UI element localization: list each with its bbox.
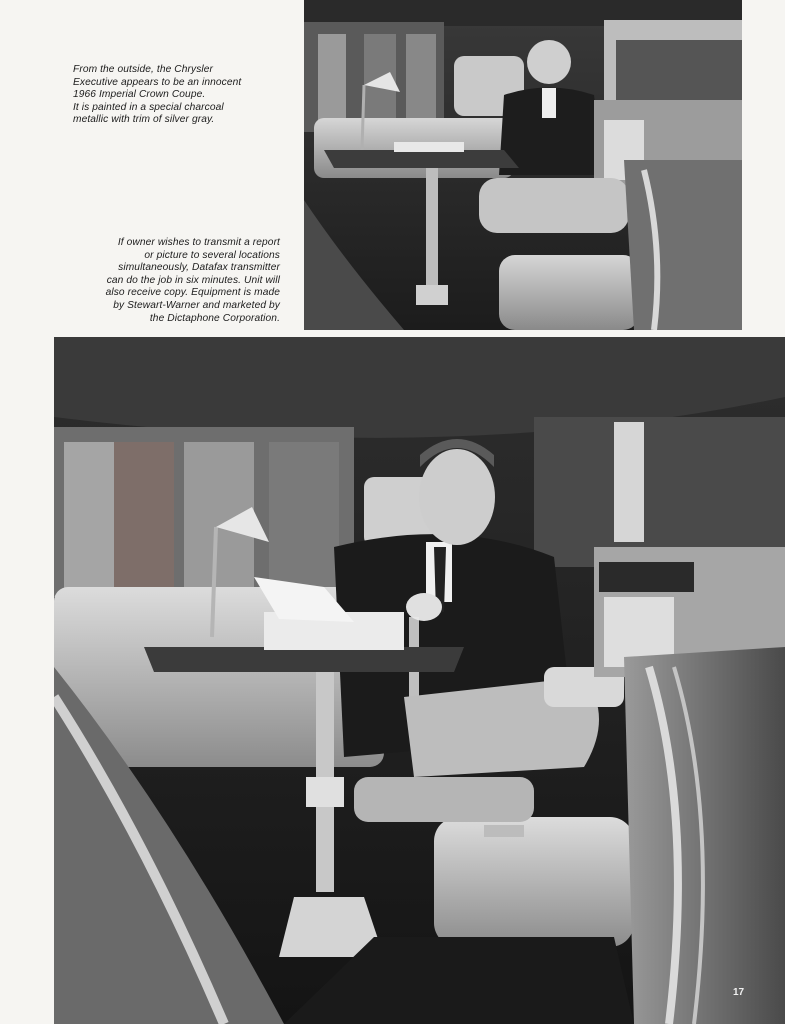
caption-line: or picture to several locations <box>144 249 280 261</box>
caption-line: also receive copy. Equipment is made <box>105 287 280 299</box>
caption-line: simultaneously, Datafax transmitter <box>118 262 280 274</box>
caption-datafax <box>106 237 280 325</box>
caption-line: It is painted in a special charcoal <box>73 101 224 113</box>
caption-line: From the outside, the Chrysler <box>73 64 214 75</box>
caption-line: If owner wishes to transmit a report <box>117 237 280 248</box>
photo-interior-main <box>54 337 785 1024</box>
caption-line: can do the job in six minutes. Unit will <box>106 274 280 286</box>
caption-line: metallic with trim of silver gray. <box>73 114 215 126</box>
page-number: 17 <box>733 987 745 998</box>
caption-line: the Dictaphone Corporation. <box>149 312 280 324</box>
interior-top-illustration <box>304 0 742 330</box>
caption-line: by Stewart-Warner and marketed by <box>113 299 280 311</box>
caption-line: 1966 Imperial Crown Coupe. <box>73 89 206 101</box>
interior-main-illustration <box>54 337 785 1024</box>
photo-interior-top <box>304 0 742 330</box>
caption-line: Executive appears to be an innocent <box>73 76 242 88</box>
caption-exterior <box>73 64 241 127</box>
